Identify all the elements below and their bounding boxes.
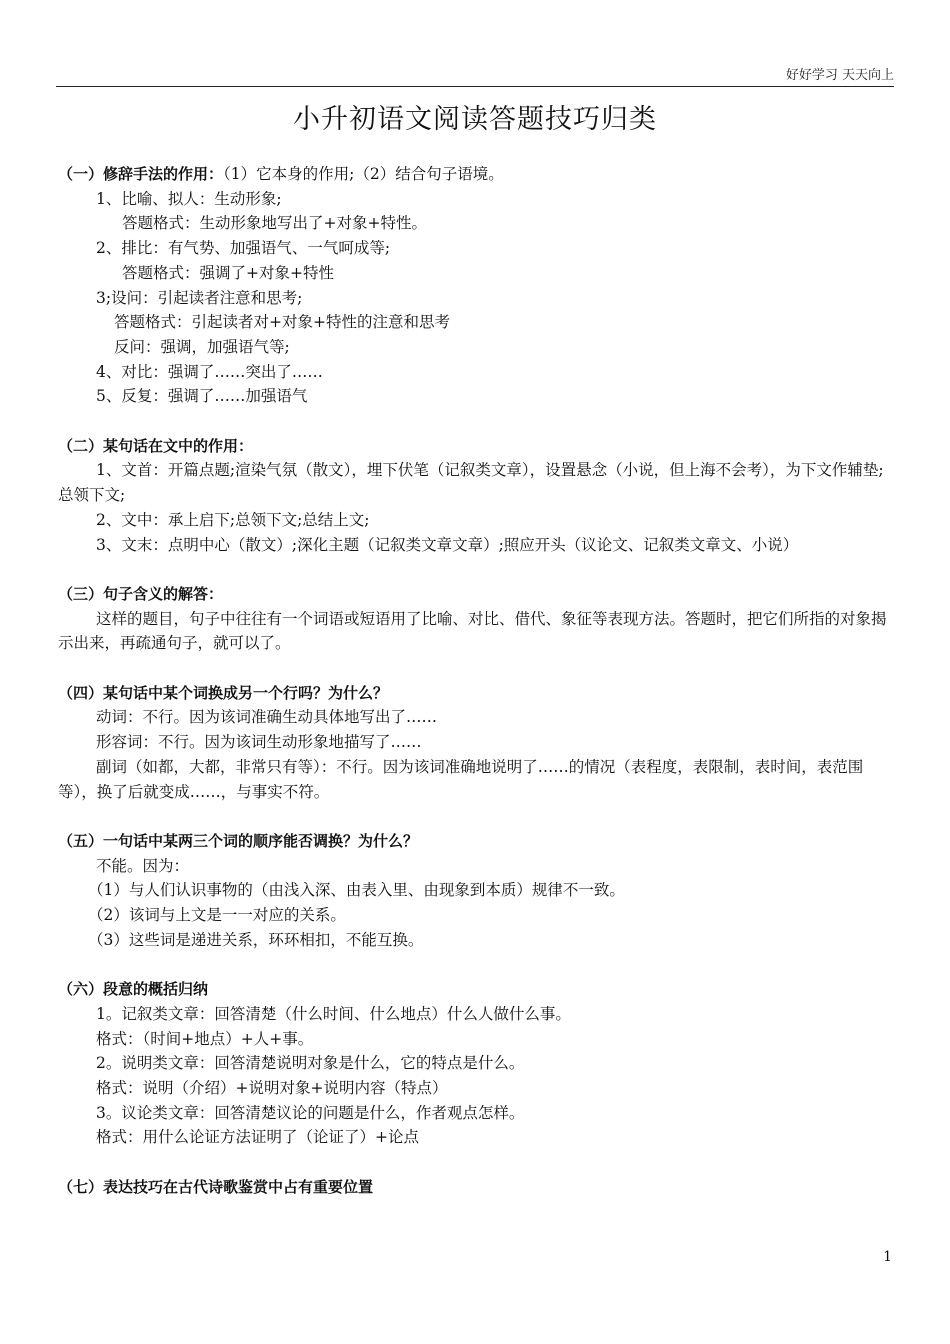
header-rule [56,86,894,87]
page-number: 1 [883,1249,892,1265]
section-heading: （五）一句话中某两三个词的顺序能否调换？为什么？ [58,831,419,850]
list-item: 4、对比：强调了……突出了…… [96,362,323,381]
section-word-replacement [58,681,890,805]
list-item: 1、比喻、拟人：生动形象; [96,189,282,208]
list-item: 答题格式：生动形象地写出了+对象+特性。 [122,214,427,233]
list-item: 答题格式：引起读者对+对象+特性的注意和思考 [114,313,450,332]
list-item: 形容词：不行。因为该词生动形象地描写了…… [96,733,422,752]
paragraph: 这样的题目，句子中往往有一个词语或短语用了比喻、对比、借代、象征等表现方法。答题时，把它们所指的对象揭示出来，再疏通句子，就可以了。 [58,609,887,653]
section-heading: （七）表达技巧在古代诗歌鉴赏中占有重要位置 [58,1177,374,1196]
list-item: 3;设问：引起读者注意和思考; [96,288,303,307]
list-item: 5、反复：强调了……加强语气 [96,387,308,406]
section-sentence-meaning [58,582,890,656]
paragraph: 1、文首：开篇点题;渲染气氛（散文），埋下伏笔（记叙类文章），设置悬念（小说，但上海不会考），为下文作辅垫;总领下文; [58,461,884,505]
list-item: 格式：（时间+地点）+人+事。 [96,1029,314,1048]
list-item: （3）这些词是递进关系，环环相扣，不能互换。 [88,930,424,949]
section-word-order [58,829,890,953]
list-item: 格式：用什么论证方法证明了（论证了）+论点 [96,1128,419,1147]
section-heading: （六）段意的概括归纳 [58,980,209,999]
section-expression-techniques [58,1175,890,1200]
list-item: 3。议论类文章：回答清楚议论的问题是什么，作者观点怎样。 [96,1103,525,1122]
section-heading [58,162,890,187]
list-item: 2。说明类文章：回答清楚说明对象是什么，它的特点是什么。 [96,1054,525,1073]
page-header-note: 好好学习 天天向上 [785,68,894,83]
list-item: 格式：说明（介绍）+说明对象+说明内容（特点） [96,1078,448,1097]
section-rhetoric [58,162,890,409]
list-item: 不能。因为： [96,856,190,875]
list-item: 1。记叙类文章：回答清楚（什么时间、什么地点）什么人做什么事。 [96,1004,571,1023]
list-item: （1）与人们认识事物的（由浅入深、由表入里、由现象到本质）规律不一致。 [88,881,625,900]
paragraph: 副词（如都，大都，非常只有等）：不行。因为该词准确地说明了……的情况（表程度，表限制，表时间，表范围等），换了后就变成……，与事实不符。 [58,757,864,801]
paragraph: 3、文末：点明中心（散文）;深化主题（记叙类文章文章）;照应开头（议论文、记叙类文章文、小说） [96,535,799,554]
document-title: 小升初语文阅读答题技巧归类 [293,104,657,135]
section-heading: （三）句子含义的解答： [58,584,224,603]
section-heading: （二）某句话在文中的作用： [58,436,254,455]
document-body [58,162,890,1199]
section-heading-tail: （1）它本身的作用;（2）结合句子语境。 [223,165,504,183]
section-paragraph-summary [58,977,890,1150]
list-item: 答题格式：强调了+对象+特性 [122,263,334,282]
section-heading-text: （一）修辞手法的作用： [58,165,224,183]
list-item: 2、排比：有气势、加强语气、一气呵成等; [96,239,391,258]
section-sentence-function [58,434,890,558]
list-item: （2）该词与上文是一一对应的关系。 [88,906,346,925]
list-item: 反问：强调，加强语气等; [114,337,290,356]
list-item: 2、文中：承上启下;总领下文;总结上文; [96,510,370,529]
list-item: 动词：不行。因为该词准确生动具体地写出了…… [96,708,438,727]
section-heading: （四）某句话中某个词换成另一个行吗？为什么？ [58,683,389,702]
